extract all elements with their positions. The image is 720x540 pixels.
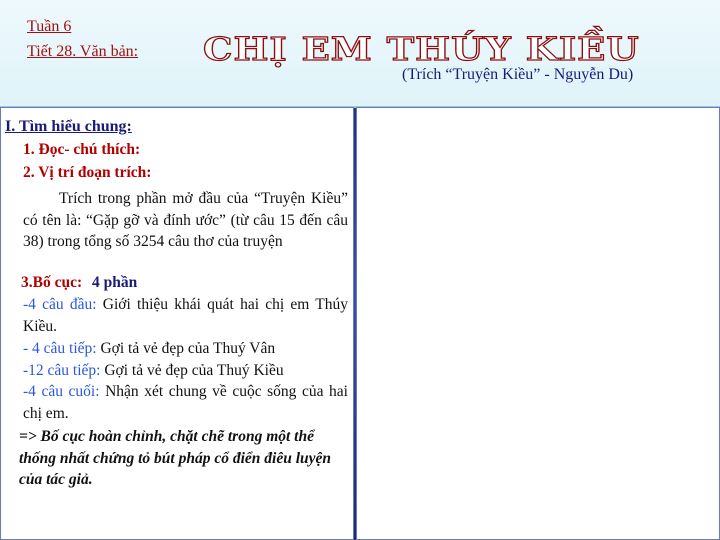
- conclusion-text: => Bố cục hoàn chỉnh, chặt chẽ trong một thể thống nhất chứng tỏ bút pháp cổ điển điêu luyện của tác giả.: [19, 428, 332, 488]
- blank-panel: [356, 107, 720, 540]
- structure-label: 3.Bố cục:: [21, 274, 83, 291]
- part-text: Gợi tả vẻ đẹp của Thuý Kiều: [104, 362, 284, 379]
- section-heading: I. Tìm hiểu chung:: [5, 118, 132, 135]
- item-reading: 1. Đọc- chú thích:: [23, 141, 141, 158]
- part-label: -4 câu đầu:: [23, 296, 97, 313]
- part-text: Giới thiệu khái quát hai chị em Thúy Kiều.: [23, 296, 348, 335]
- part-label: -12 câu tiếp:: [23, 362, 101, 379]
- content-panel: [0, 107, 354, 540]
- part-label: - 4 câu tiếp:: [23, 340, 97, 357]
- page-title: CHỊ EM THÚY KIỀU: [203, 30, 640, 68]
- item-structure: [21, 274, 137, 292]
- item-position: 2. Vị trí đoạn trích:: [23, 164, 152, 181]
- part-4: [23, 381, 348, 424]
- slide-header: [0, 0, 720, 108]
- source-citation: (Trích “Truyện Kiều” - Nguyễn Du): [402, 66, 634, 83]
- part-2: [23, 338, 348, 360]
- part-label: -4 câu cuối:: [23, 383, 100, 400]
- part-text: Gợi tả vẻ đẹp của Thuý Vân: [100, 340, 276, 357]
- position-text: Trích trong phần mở đầu của “Truyện Kiều” có tên là: “Gặp gỡ và đính ước” (từ câu 15 đến câu 38) trong tổng số 3254 câu thơ của truyện: [23, 190, 348, 250]
- week-label: Tuần 6: [27, 18, 72, 35]
- part-3: [23, 360, 348, 382]
- lesson-label: Tiết 28. Văn bản:: [27, 43, 139, 60]
- part-text: Nhận xét chung về cuộc sống của hai chị em.: [23, 383, 348, 422]
- part-1: [23, 294, 348, 337]
- structure-value: 4 phần: [92, 274, 138, 291]
